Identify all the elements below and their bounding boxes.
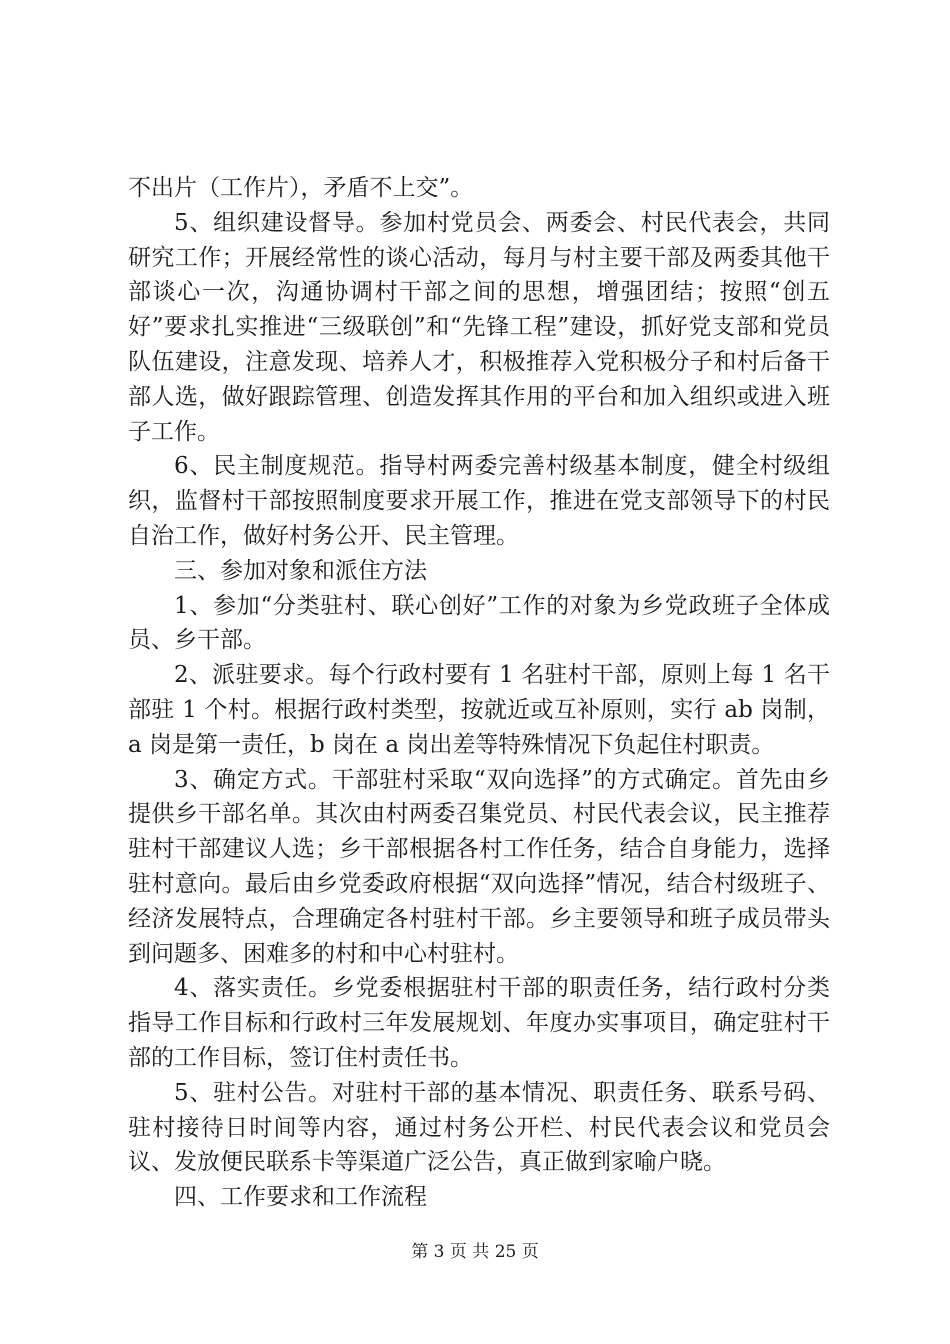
page-number-footer: 第 3 页 共 25 页	[411, 1242, 539, 1262]
paragraph-1: 5、组织建设督导。参加村党员会、两委会、村民代表会，共同研究工作；开展经常性的谈心活动，每月与村主要干部及两委其他干部谈心一次，沟通协调村干部之间的思想，增强团结；按照“创五好”要求扎实推进“三级联创”和“先锋工程”建设，抓好党支部和党员队伍建设，注意发现、培养人才，积极推荐入党积极分子和村后备干部人选，做好跟踪管理、创造发挥其作用的平台和加入组织或进入班子工作。	[128, 209, 830, 445]
section-heading-3: 三、参加对象和派住方法	[174, 557, 427, 584]
paragraph-6: 3、确定方式。干部驻村采取“双向选择”的方式确定。首先由乡提供乡干部名单。其次由村两委召集党员、村民代表会议，民主推荐驻村干部建议人选；乡干部根据各村工作任务，结合自身能力，选择驻村意向。最后由乡党委政府根据“双向选择”情况，结合村级班子、经济发展特点，合理确定各村驻村干部。乡主要领导和班子成员带头到问题多、困难多的村和中心村驻村。	[128, 766, 830, 967]
paragraph-7: 4、落实责任。乡党委根据驻村干部的职责任务，结行政村分类指导工作目标和行政村三年发展规划、年度办实事项目，确定驻村干部的工作目标，签订住村责任书。	[128, 975, 830, 1071]
document-body	[128, 171, 830, 1215]
paragraph-5: 2、派驻要求。每个行政村要有 1 名驻村干部，原则上每 1 名干部驻 1 个村。根据行政村类型，按就近或互补原则，实行 ab 岗制，a 岗是第一责任，b 岗在 a 岗出差等特殊情况下负起住村职责。	[128, 662, 830, 758]
paragraph-2: 6、民主制度规范。指导村两委完善村级基本制度，健全村级组织，监督村干部按照制度要求开展工作，推进在党支部领导下的村民自治工作，做好村务公开、民主管理。	[128, 453, 830, 549]
paragraph-4: 1、参加“分类驻村、联心创好”工作的对象为乡党政班子全体成员、乡干部。	[128, 592, 830, 654]
section-heading-4: 四、工作要求和工作流程	[174, 1184, 427, 1211]
paragraph-8: 5、驻村公告。对驻村干部的基本情况、职责任务、联系号码、驻村接待日时间等内容，通过村务公开栏、村民代表会议和党员会议、发放便民联系卡等渠道广泛公告，真正做到家喻户晓。	[128, 1079, 830, 1176]
paragraph-0: 不出片（工作片），矛盾不上交”。	[128, 175, 474, 201]
